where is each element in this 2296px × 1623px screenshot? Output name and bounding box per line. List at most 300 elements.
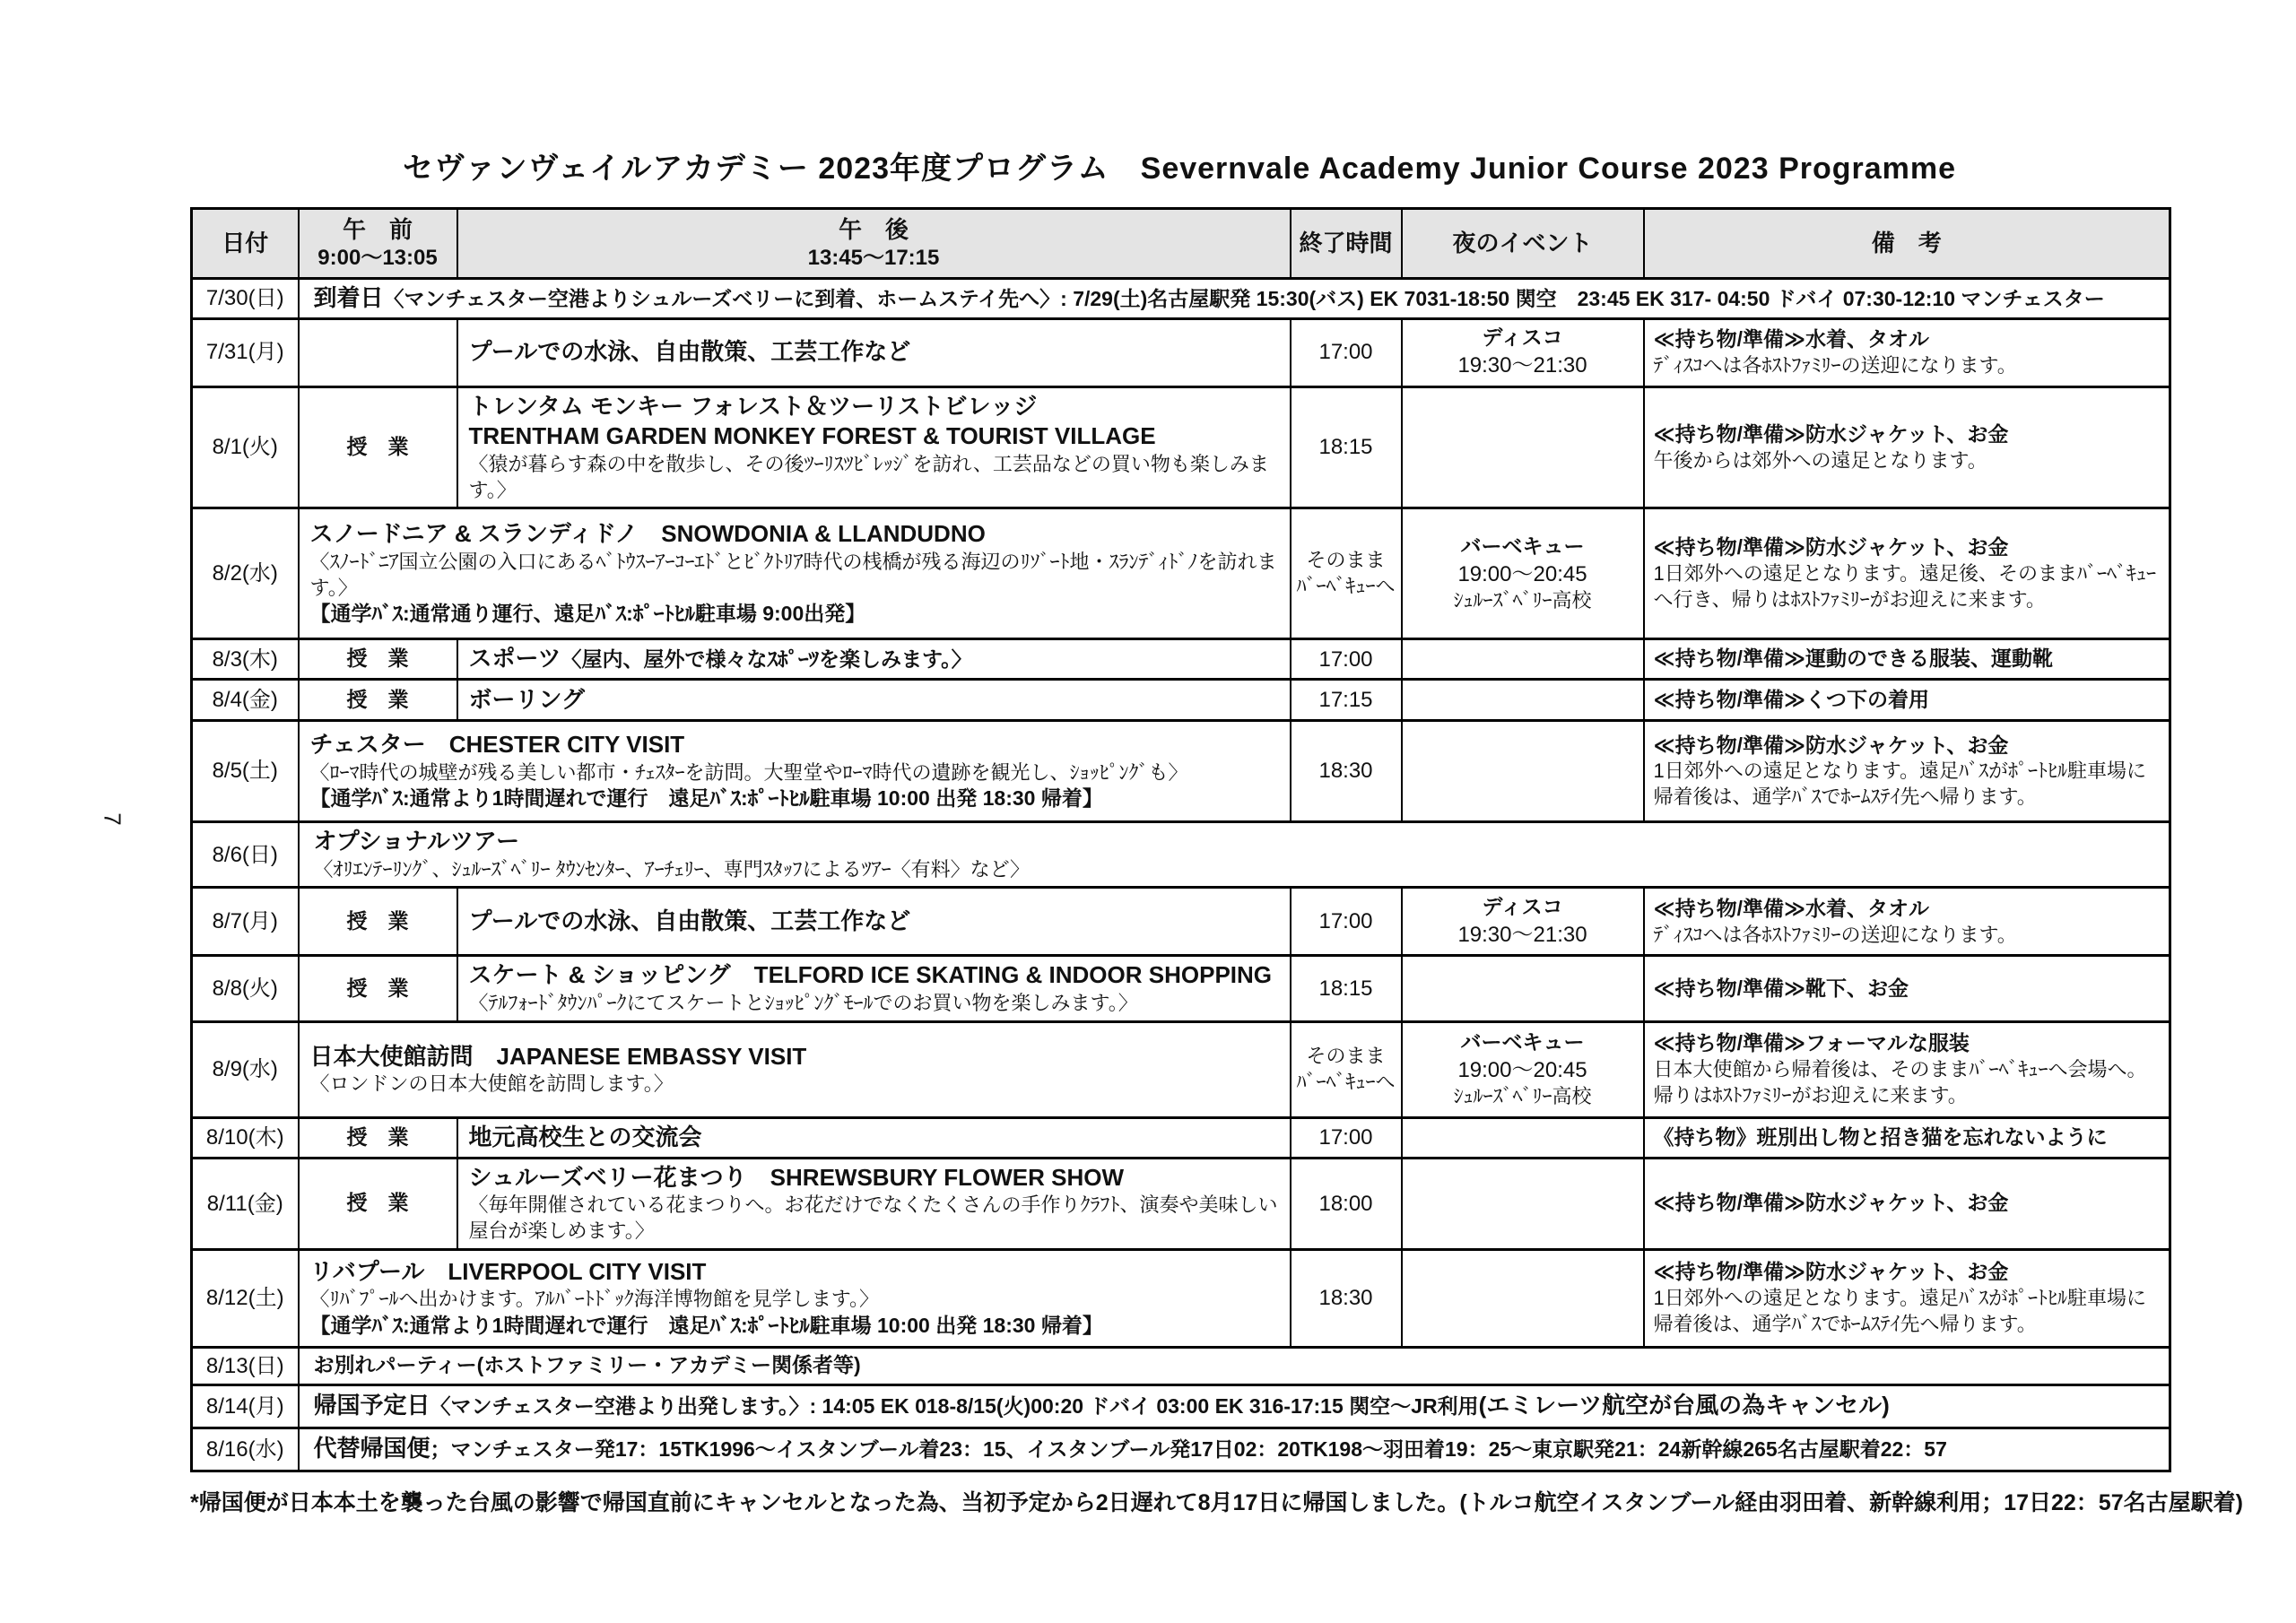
text-line: [1293, 433, 1399, 461]
text-segment: 到着日: [313, 283, 384, 311]
text-line: [300, 1190, 457, 1217]
text-segment: 帰国予定日: [313, 1392, 430, 1419]
remarks-cell: [1644, 386, 2170, 508]
text-segment: プールでの水泳、自由散策、工芸工作など: [468, 338, 911, 366]
text-segment: スポーツ: [468, 645, 561, 673]
text-segment: 8/2(水): [212, 561, 278, 586]
text-segment: 〈ﾛｰﾏ時代の城壁が残る美しい都市・ﾁｪｽﾀｰを訪問。大聖堂やﾛｰﾏ時代の遺跡を観光し、ｼｮｯﾋﾟﾝｸﾞも〉: [309, 760, 1188, 784]
text-segment: 8/12(土): [205, 1286, 284, 1311]
text-line: [310, 550, 1279, 601]
text-segment: ﾃﾞｨｽｺへは各ﾎｽﾄﾌｧﾐﾘｰの送迎になります。: [1653, 353, 2017, 377]
text-segment: 〈ロンドンの日本大使館を訪問します。〉: [309, 1072, 674, 1096]
remarks-cell: [1644, 721, 2170, 822]
text-segment: 1日郊外への遠足となります。遠足後、そのままﾊﾞｰﾍﾞｷｭｰへ行き、帰りはﾎｽﾄﾌｧﾐﾘｰがお迎えに来ます。: [1653, 562, 2156, 611]
text-segment: ≪持ち物/準備≫水着、タオル: [1653, 896, 1930, 920]
text-segment: シュルーズベリー花まつり SHREWSBURY FLOWER SHOW: [468, 1163, 1125, 1191]
end-time-cell: [1291, 1021, 1402, 1117]
full-span-cell: [299, 822, 2170, 888]
text-segment: ≪持ち物/準備≫防水ジャケット、お金: [1653, 1191, 2009, 1215]
full-span-cell: [299, 1384, 2170, 1428]
afternoon-cell: [457, 318, 1291, 386]
text-segment: ｼｭﾙｰｽﾞﾍﾞﾘｰ高校: [1453, 1085, 1592, 1108]
text-segment: 18:30: [1318, 1286, 1373, 1311]
end-time-cell: [1291, 1249, 1402, 1347]
text-segment: 授 業: [346, 1124, 409, 1149]
text-line: [469, 452, 1279, 503]
text-line: [469, 991, 1279, 1017]
text-line: [1654, 534, 2161, 561]
text-line: [314, 1434, 2155, 1464]
morning-cell: [299, 680, 457, 721]
text-line: [193, 1393, 298, 1420]
text-line: [1293, 686, 1399, 714]
text-line: [193, 1436, 298, 1463]
text-segment: ﾊﾞｰﾍﾞｷｭｰへ: [1296, 574, 1396, 597]
header-time-range: 13:45～17:15: [807, 245, 940, 270]
text-line: [193, 757, 298, 785]
header-remarks: [1644, 209, 2170, 279]
table-row: [192, 318, 2170, 386]
text-line: [469, 960, 1279, 991]
evening-event-cell: [1402, 1249, 1644, 1347]
date-cell: [192, 1384, 299, 1428]
header-label: 夜のイベント: [1452, 230, 1593, 256]
text-segment: 8/4(金): [212, 687, 278, 712]
text-line: [1654, 1286, 2161, 1337]
text-line: [1654, 326, 2161, 353]
text-line: [1654, 1190, 2161, 1217]
header-label: 終了時間: [1299, 230, 1393, 256]
end-time-cell: [1291, 888, 1402, 956]
text-line: [1654, 896, 2161, 923]
text-line: [1293, 907, 1399, 935]
text-line: [1405, 325, 1641, 352]
date-cell: [192, 639, 299, 680]
text-segment: スノードニア & スランディドノ SNOWDONIA & LLANDUDNO: [309, 520, 986, 548]
text-segment: 〈マンチェスター空港より出発します。〉: 14:05 EK 018-8/15(火)00:20 ドバイ 03:00 EK 316-17:15 関空～JR利用: [430, 1394, 1479, 1419]
text-line: [1293, 1070, 1399, 1096]
text-line: [314, 827, 2155, 857]
text-line: [300, 687, 457, 714]
date-cell: [192, 721, 299, 822]
header-label: 備 考: [1871, 230, 1942, 256]
evening-event-cell: [1402, 888, 1644, 956]
header-evening-event: [1402, 209, 1644, 279]
table-row: [192, 1347, 2170, 1384]
text-line: [1654, 448, 2161, 474]
text-line: [1293, 757, 1399, 785]
text-segment: 授 業: [346, 1191, 409, 1215]
text-line: [1293, 338, 1399, 366]
text-line: [469, 1193, 1279, 1244]
text-line: [1293, 1190, 1399, 1218]
text-segment: 日本大使館から帰着後は、そのままﾊﾞｰﾍﾞｷｭｰへ会場へ。帰りはﾎｽﾄﾌｧﾐﾘｰがお迎えに来ます。: [1653, 1058, 2147, 1107]
text-line: [469, 421, 1279, 452]
text-line: [1293, 975, 1399, 1002]
footnote: *帰国便が日本本土を襲った台風の影響で帰国直前にキャンセルとなった為、当初予定から2日遅れて8月17日に帰国しました。(トルコ航空イスタンブール経由羽田着、新幹線利用；17日22：57名古屋駅着): [190, 1489, 2243, 1515]
text-segment: 〈マンチェスター空港よりシュルーズベリーに到着、ホームステイ先へ〉: 7/29(土)名古屋駅発 15:30(バス) EK 7031-18:50 関空 23:45 EK 317- 04:50 ドバイ 07:30-12:10 マンチェスター: [383, 286, 2105, 310]
morning-cell: [299, 888, 457, 956]
text-line: [300, 434, 457, 461]
text-line: [1654, 1124, 2161, 1151]
text-segment: 8/5(土): [212, 759, 278, 784]
text-line: [314, 1391, 2155, 1421]
date-cell: [192, 1249, 299, 1347]
text-segment: ≪持ち物/準備≫防水ジャケット、お金: [1653, 421, 2009, 446]
text-segment: 8/3(木): [212, 647, 278, 672]
date-cell: [192, 680, 299, 721]
text-line: [1405, 352, 1641, 379]
merged-activity-cell: [299, 1249, 1291, 1347]
text-line: [1293, 1284, 1399, 1312]
text-line: [193, 646, 298, 673]
evening-event-cell: [1402, 1021, 1644, 1117]
text-line: [1405, 1029, 1641, 1056]
text-line: [1293, 548, 1399, 574]
text-segment: 〈ﾃﾙﾌｫｰﾄﾞﾀｳﾝﾊﾟｰｸにてスケートとｼｮｯﾋﾟﾝｸﾞﾓｰﾙでのお買い物を楽しみます。〉: [468, 992, 1138, 1015]
text-segment: 8/7(月): [212, 909, 278, 934]
text-line: [193, 1055, 298, 1083]
text-segment: ﾃﾞｨｽｺへは各ﾎｽﾄﾌｧﾐﾘｰの送迎になります。: [1653, 923, 2017, 946]
header-afternoon: [457, 209, 1291, 279]
text-line: [469, 644, 1279, 674]
text-segment: ≪持ち物/準備≫防水ジャケット、お金: [1653, 733, 2009, 757]
text-line: [1654, 733, 2161, 759]
text-segment: ≪持ち物/準備≫防水ジャケット、お金: [1653, 535, 2009, 560]
text-segment: 7/31(月): [205, 340, 284, 365]
text-segment: 午後からは郊外への遠足となります。: [1653, 448, 1987, 472]
text-segment: 19:00～20:45: [1457, 1057, 1587, 1082]
table-row: [192, 1249, 2170, 1347]
text-segment: スケート & ショッピング TELFORD ICE SKATING & INDOOR SHOPPING: [468, 961, 1273, 989]
evening-event-cell: [1402, 318, 1644, 386]
morning-cell: [299, 1117, 457, 1158]
text-line: [193, 841, 298, 869]
text-segment: プールでの水泳、自由散策、工芸工作など: [468, 907, 911, 935]
text-segment: 日本大使館訪問 JAPANESE EMBASSY VISIT: [309, 1042, 807, 1070]
text-segment: ディスコ: [1482, 325, 1563, 350]
remarks-cell: [1644, 639, 2170, 680]
morning-cell: [299, 1158, 457, 1249]
end-time-cell: [1291, 680, 1402, 721]
date-cell: [192, 278, 299, 318]
text-line: [193, 1284, 298, 1312]
page-number: 7: [99, 812, 126, 826]
date-cell: [192, 508, 299, 639]
programme-table: [190, 207, 2171, 1472]
table-row: [192, 278, 2170, 318]
end-time-cell: [1291, 1158, 1402, 1249]
text-line: [193, 338, 298, 366]
text-segment: TRENTHAM GARDEN MONKEY FOREST & TOURIST VILLAGE: [468, 422, 1156, 450]
morning-cell: [299, 639, 457, 680]
date-cell: [192, 1021, 299, 1117]
text-segment: 17:00: [1318, 909, 1373, 934]
text-segment: ≪持ち物/準備≫水着、タオル: [1653, 326, 1930, 351]
text-line: [193, 1190, 298, 1218]
text-line: [469, 1163, 1279, 1193]
full-span-cell: [299, 1347, 2170, 1384]
morning-cell: [299, 956, 457, 1021]
text-segment: 1日郊外への遠足となります。遠足ﾊﾞｽがﾎﾟｰﾄﾋﾙ駐車場に帰着後は、通学ﾊﾞｽでﾎｰﾑｽﾃｲ先へ帰ります。: [1653, 1286, 2146, 1335]
text-line: [300, 976, 457, 1002]
page-title: セヴァンヴェイルアカデミー 2023年度プログラム Severnvale Academy Junior Course 2023 Programme: [402, 152, 1957, 186]
text-segment: ；マンチェスター発17：15TK1996～イスタンブール着23：15、イスタンブール発17日02：20TK198～羽田着19：25～東京駅発21：24新幹線265名古屋駅着22：57: [430, 1437, 1947, 1462]
text-segment: 〈ﾘﾊﾞﾌﾟｰﾙへ出かけます。ｱﾙﾊﾞｰﾄﾄﾞｯｸ海洋博物館を見学します。〉: [309, 1288, 879, 1311]
text-segment: 地元高校生との交流会: [468, 1123, 702, 1150]
full-span-cell: [299, 1428, 2170, 1471]
text-line: [469, 907, 1279, 937]
header-row: [192, 209, 2170, 279]
evening-event-cell: [1402, 386, 1644, 508]
text-line: [1405, 894, 1641, 921]
text-line: [1654, 759, 2161, 810]
table-row: [192, 1428, 2170, 1471]
text-line: [300, 908, 457, 935]
table-row: [192, 680, 2170, 721]
text-segment: 8/6(日): [212, 842, 278, 867]
text-segment: お別れパーティー(ホストファミリー・アカデミー関係者等): [313, 1353, 861, 1377]
text-segment: 18:00: [1318, 1191, 1373, 1216]
text-segment: 〈ｽﾉｰﾄﾞﾆｱ国立公園の入口にあるﾍﾞﾄｳｽｰｱｰｺｰｴﾄﾞとﾋﾞｸﾄﾘｱ時代の桟橋が残る海辺のﾘｿﾞｰﾄ地・ｽﾗﾝﾃﾞｨﾄﾞﾉを訪れます。〉: [309, 551, 1277, 599]
text-segment: 代替帰国便: [313, 1435, 430, 1462]
text-line: [1654, 353, 2161, 379]
text-line: [310, 730, 1279, 760]
table-row: [192, 1384, 2170, 1428]
end-time-cell: [1291, 721, 1402, 822]
text-segment: 7/30(日): [205, 285, 284, 310]
text-segment: ≪持ち物/準備≫フォーマルな服装: [1653, 1031, 1970, 1055]
text-line: [1293, 1044, 1399, 1070]
text-line: [469, 1123, 1279, 1153]
header-time-range: 9:00～13:05: [317, 245, 438, 270]
text-line: [469, 392, 1279, 422]
afternoon-cell: [457, 639, 1291, 680]
text-line: [314, 857, 2155, 883]
text-segment: ｼｭﾙｰｽﾞﾍﾞﾘｰ高校: [1453, 589, 1592, 612]
header-morning: [299, 209, 457, 279]
end-time-cell: [1291, 639, 1402, 680]
end-time-cell: [1291, 386, 1402, 508]
text-segment: 【通学ﾊﾞｽ:通常より1時間遅れで運行 遠足ﾊﾞｽ:ﾎﾟｰﾄﾋﾙ駐車場 10:00 出発 18:30 帰着】: [309, 1313, 1103, 1337]
text-segment: 8/9(水): [212, 1057, 278, 1082]
text-segment: ボーリング: [468, 685, 585, 713]
text-segment: 18:15: [1318, 435, 1373, 460]
text-line: [1405, 1084, 1641, 1110]
header-label: 午 前: [342, 216, 413, 243]
remarks-cell: [1644, 1117, 2170, 1158]
table-row: [192, 956, 2170, 1021]
header-date: [192, 209, 299, 279]
text-segment: 〈屋内、屋外で様々なｽﾎﾟｰﾂを楽しみます。〉: [561, 647, 972, 672]
text-line: [1654, 646, 2161, 673]
text-segment: 《持ち物》班別出し物と招き猫を忘れないように: [1653, 1124, 2108, 1149]
text-segment: オプショナルツアー: [313, 828, 520, 855]
text-segment: バーベキュー: [1460, 534, 1585, 558]
text-line: [1654, 976, 2161, 1002]
date-cell: [192, 1158, 299, 1249]
text-segment: 【通学ﾊﾞｽ:通常通り運行、遠足ﾊﾞｽ:ﾎﾟｰﾄﾋﾙ駐車場 9:00出発】: [309, 602, 866, 626]
table-row: [192, 1021, 2170, 1117]
text-segment: 8/16(水): [205, 1436, 284, 1462]
full-span-cell: [299, 278, 2170, 318]
text-segment: ≪持ち物/準備≫靴下、お金: [1653, 976, 1909, 1000]
text-segment: バーベキュー: [1460, 1030, 1585, 1055]
date-cell: [192, 888, 299, 956]
text-segment: 授 業: [346, 647, 409, 671]
text-line: [300, 646, 457, 673]
end-time-cell: [1291, 1117, 1402, 1158]
text-line: [1654, 421, 2161, 448]
text-line: [193, 1124, 298, 1151]
text-segment: 19:30～21:30: [1457, 923, 1587, 948]
text-line: [310, 1042, 1279, 1072]
header-label: 日付: [222, 230, 269, 256]
text-line: [1405, 534, 1641, 560]
text-segment: 8/11(金): [206, 1191, 283, 1216]
text-segment: 18:30: [1318, 759, 1373, 784]
text-line: [193, 686, 298, 714]
merged-activity-cell: [299, 1021, 1291, 1117]
text-line: [310, 1072, 1279, 1098]
text-line: [310, 760, 1279, 786]
text-line: [193, 433, 298, 461]
date-cell: [192, 318, 299, 386]
text-segment: 〈毎年開催されている花まつりへ。お花だけでなくたくさんの手作りｸﾗﾌﾄ、演奏や美味しい屋台が楽しめます。〉: [468, 1193, 1278, 1243]
remarks-cell: [1644, 956, 2170, 1021]
text-line: [1293, 574, 1399, 600]
header-end-time: [1291, 209, 1402, 279]
date-cell: [192, 1117, 299, 1158]
morning-cell: [299, 386, 457, 508]
text-segment: 19:00～20:45: [1457, 561, 1587, 586]
text-line: [310, 1287, 1279, 1313]
header-label: 午 後: [838, 216, 909, 243]
text-line: [1405, 588, 1641, 614]
text-line: [1654, 1030, 2161, 1057]
text-segment: ≪持ち物/準備≫防水ジャケット、お金: [1653, 1260, 2009, 1284]
afternoon-cell: [457, 1158, 1291, 1249]
table-row: [192, 639, 2170, 680]
text-segment: 17:15: [1318, 687, 1373, 712]
text-line: [310, 519, 1279, 550]
text-segment: 17:00: [1318, 647, 1373, 672]
evening-event-cell: [1402, 1117, 1644, 1158]
text-line: [310, 601, 1279, 628]
remarks-cell: [1644, 680, 2170, 721]
text-line: [1654, 1057, 2161, 1108]
afternoon-cell: [457, 680, 1291, 721]
text-segment: 8/8(火): [212, 976, 278, 1002]
text-line: [193, 975, 298, 1002]
table-row: [192, 1117, 2170, 1158]
text-segment: チェスター CHESTER CITY VISIT: [309, 730, 685, 758]
table-row: [192, 888, 2170, 956]
text-segment: 8/1(火): [212, 435, 278, 460]
afternoon-cell: [457, 956, 1291, 1021]
text-segment: 17:00: [1318, 1125, 1373, 1150]
table-row: [192, 1158, 2170, 1249]
text-line: [1293, 1124, 1399, 1151]
text-line: [1405, 921, 1641, 949]
morning-cell: [299, 318, 457, 386]
date-cell: [192, 956, 299, 1021]
text-line: [300, 1124, 457, 1151]
text-line: [1654, 1259, 2161, 1286]
text-segment: 1日郊外への遠足となります。遠足ﾊﾞｽがﾎﾟｰﾄﾋﾙ駐車場に帰着後は、通学ﾊﾞｽでﾎｰﾑｽﾃｲ先へ帰ります。: [1653, 759, 2146, 809]
text-line: [1293, 646, 1399, 673]
text-line: [314, 283, 2155, 314]
text-line: [1405, 560, 1641, 588]
evening-event-cell: [1402, 1158, 1644, 1249]
end-time-cell: [1291, 508, 1402, 639]
afternoon-cell: [457, 888, 1291, 956]
text-line: [1654, 923, 2161, 949]
table-row: [192, 822, 2170, 888]
text-line: [193, 284, 298, 312]
table-row: [192, 508, 2170, 639]
merged-activity-cell: [299, 508, 1291, 639]
date-cell: [192, 386, 299, 508]
text-segment: ≪持ち物/準備≫くつ下の着用: [1653, 687, 1930, 711]
text-segment: 授 業: [346, 909, 409, 933]
text-line: [193, 907, 298, 935]
evening-event-cell: [1402, 680, 1644, 721]
evening-event-cell: [1402, 508, 1644, 639]
remarks-cell: [1644, 318, 2170, 386]
remarks-cell: [1644, 1021, 2170, 1117]
text-segment: 18:15: [1318, 976, 1373, 1002]
text-segment: ディスコ: [1482, 895, 1563, 919]
text-segment: そのまま: [1306, 549, 1386, 572]
text-segment: (エミレーツ航空が台風の為キャンセル): [1478, 1392, 1890, 1419]
text-line: [1654, 561, 2161, 612]
afternoon-cell: [457, 1117, 1291, 1158]
text-segment: 8/14(月): [205, 1393, 284, 1419]
remarks-cell: [1644, 1158, 2170, 1249]
text-segment: 8/10(木): [205, 1125, 284, 1150]
text-line: [310, 785, 1279, 812]
text-line: [1654, 687, 2161, 714]
date-cell: [192, 822, 299, 888]
text-line: [469, 685, 1279, 716]
date-cell: [192, 1347, 299, 1384]
date-cell: [192, 1428, 299, 1471]
text-segment: 授 業: [346, 434, 409, 458]
end-time-cell: [1291, 956, 1402, 1021]
text-segment: 授 業: [346, 976, 409, 1000]
merged-activity-cell: [299, 721, 1291, 822]
afternoon-cell: [457, 386, 1291, 508]
evening-event-cell: [1402, 639, 1644, 680]
remarks-cell: [1644, 1249, 2170, 1347]
text-line: [314, 1352, 2155, 1379]
table-row: [192, 721, 2170, 822]
evening-event-cell: [1402, 956, 1644, 1021]
evening-event-cell: [1402, 721, 1644, 822]
text-segment: ≪持ち物/準備≫運動のできる服装、運動靴: [1653, 647, 2054, 671]
table-row: [192, 386, 2170, 508]
text-segment: 8/13(日): [205, 1353, 284, 1378]
text-line: [193, 1352, 298, 1380]
text-line: [469, 337, 1279, 368]
text-segment: ﾊﾞｰﾍﾞｷｭｰへ: [1296, 1070, 1396, 1093]
text-segment: 〈ｵﾘｴﾝﾃｰﾘﾝｸﾞ、ｼｭﾙｰｽﾞﾍﾞﾘｰ ﾀｳﾝｾﾝﾀｰ、ｱｰﾁｪﾘｰ、専門ｽﾀｯﾌによるﾂｱｰ〈有料〉など〉: [313, 857, 1031, 881]
text-line: [310, 1313, 1279, 1340]
remarks-cell: [1644, 888, 2170, 956]
text-segment: 授 業: [346, 687, 409, 711]
text-segment: リバプール LIVERPOOL CITY VISIT: [309, 1257, 707, 1285]
